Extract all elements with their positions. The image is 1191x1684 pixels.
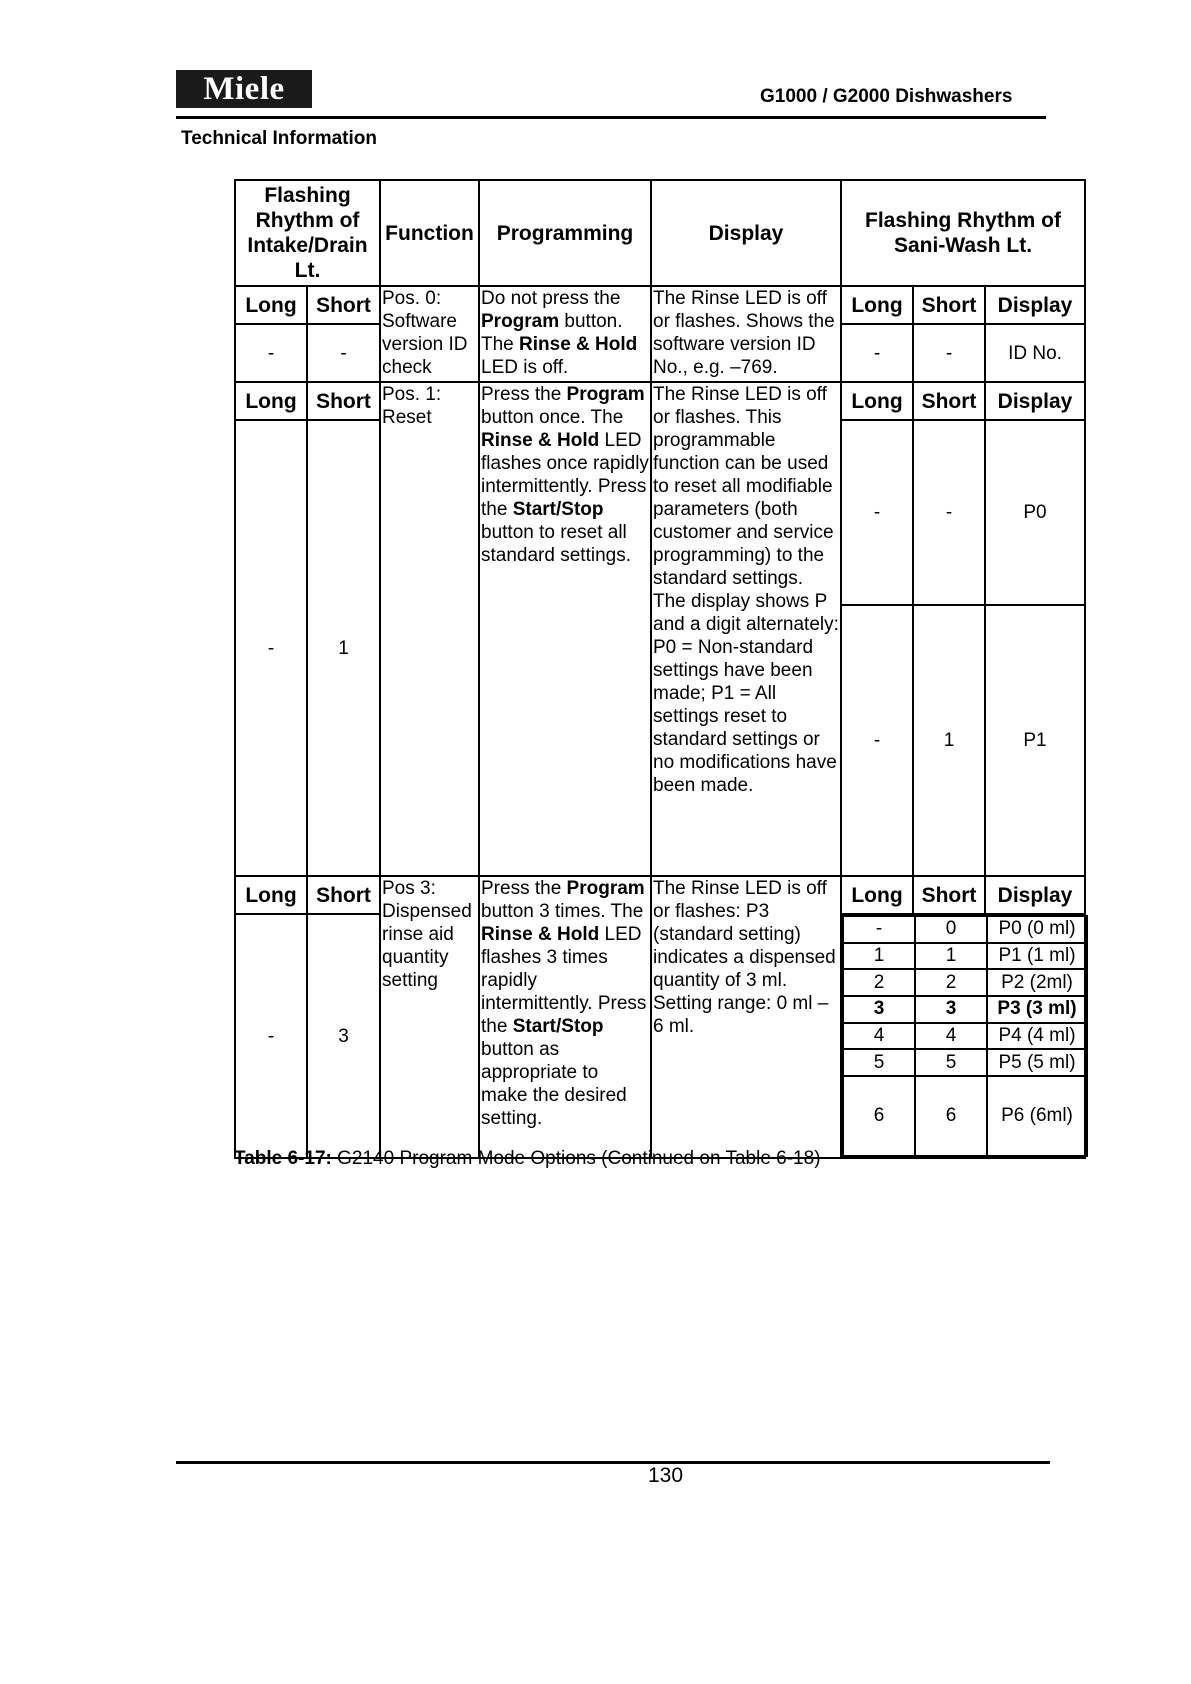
- setting-display: P3 (3 ml): [987, 996, 1087, 1023]
- setting-display: P4 (4 ml): [987, 1023, 1087, 1050]
- setting-row: [843, 943, 1087, 970]
- sub-short: Short: [307, 876, 380, 914]
- display-cell: The Rinse LED is off or flashes. This programmable function can be used to reset all modifiable parameters (both customer and service programming) to the standard settings. The display shows P and a digit alternately: P0 = Non-standard settings have been made; P1 = All settings reset to standard settings or no modifications have been made.: [651, 382, 841, 876]
- button-name: Rinse & Hold: [481, 430, 600, 451]
- rinse-aid-settings: [841, 914, 1085, 1158]
- header-saniwash: Flashing Rhythm of Sani-Wash Lt.: [841, 180, 1085, 286]
- sub-short: Short: [307, 382, 380, 420]
- sani-display-value: P1: [985, 605, 1085, 876]
- sub-short: Short: [913, 286, 985, 324]
- sub-display: Display: [985, 382, 1085, 420]
- intake-short-value: 3: [307, 914, 380, 1158]
- programming-cell: [479, 382, 651, 876]
- setting-long: -: [843, 916, 915, 943]
- setting-long: 5: [843, 1049, 915, 1076]
- button-name: Start/Stop: [512, 499, 604, 520]
- programming-text: LED is off.: [481, 357, 569, 378]
- button-name: Rinse & Hold: [519, 334, 638, 355]
- sub-long: Long: [235, 876, 307, 914]
- button-name: Program: [481, 311, 560, 332]
- setting-row: [843, 1049, 1087, 1076]
- setting-long: 2: [843, 969, 915, 996]
- footer-rule: [176, 1461, 1050, 1464]
- setting-long: 6: [843, 1076, 915, 1156]
- display-cell: The Rinse LED is off or flashes: P3 (standard setting) indicates a dispensed quantity of 3 ml. Setting range: 0 ml – 6 ml.: [651, 876, 841, 1158]
- setting-long: 1: [843, 943, 915, 970]
- sub-long: Long: [841, 876, 913, 914]
- setting-display: P0 (0 ml): [987, 916, 1087, 943]
- setting-row: [843, 969, 1087, 996]
- button-name: Program: [566, 384, 645, 405]
- programming-text: Do not press the: [481, 288, 621, 309]
- setting-short: 3: [915, 996, 987, 1023]
- sub-short: Short: [307, 286, 380, 324]
- header-rule: [176, 116, 1046, 119]
- setting-short: 6: [915, 1076, 987, 1156]
- intake-long-value: -: [235, 420, 307, 876]
- setting-row: [843, 1023, 1087, 1050]
- header-intake-drain: Flashing Rhythm of Intake/Drain Lt.: [235, 180, 380, 286]
- programming-cell: [479, 286, 651, 382]
- programming-text: button once. The: [481, 407, 624, 428]
- button-name: Rinse & Hold: [481, 924, 600, 945]
- button-name: Program: [566, 878, 645, 899]
- sub-long: Long: [235, 286, 307, 324]
- programming-text: LED flashes 3 times rapidly intermittently. Press the: [481, 924, 647, 1037]
- rinse-aid-settings-table: [842, 915, 1088, 1157]
- table-caption: [234, 1148, 821, 1170]
- programming-text: button to reset all standard settings.: [481, 522, 631, 566]
- setting-short: 4: [915, 1023, 987, 1050]
- section-title: Technical Information: [181, 128, 378, 149]
- setting-row: [843, 996, 1087, 1023]
- sani-long-value: -: [841, 324, 913, 382]
- sub-short: Short: [913, 876, 985, 914]
- caption-label: Table 6-17:: [234, 1148, 332, 1169]
- sani-short-value: -: [913, 420, 985, 605]
- setting-display: P6 (6ml): [987, 1076, 1087, 1156]
- programming-text: button 3 times. The: [481, 901, 644, 922]
- programming-text: Press the: [481, 878, 567, 899]
- programming-cell: [479, 876, 651, 1158]
- setting-row: [843, 916, 1087, 943]
- setting-short: 2: [915, 969, 987, 996]
- programming-text: LED flashes once rapidly intermittently. Press the: [481, 430, 649, 520]
- document-title: G1000 / G2000 Dishwashers: [760, 86, 1013, 107]
- sub-long: Long: [235, 382, 307, 420]
- setting-short: 1: [915, 943, 987, 970]
- sani-short-value: 1: [913, 605, 985, 876]
- header-function: Function: [380, 180, 479, 286]
- miele-logo: Miele: [176, 70, 312, 108]
- setting-display: P5 (5 ml): [987, 1049, 1087, 1076]
- sub-short: Short: [913, 382, 985, 420]
- intake-long-value: -: [235, 324, 307, 382]
- sani-display-value: ID No.: [985, 324, 1085, 382]
- setting-long: 3: [843, 996, 915, 1023]
- sub-display: Display: [985, 286, 1085, 324]
- setting-row: [843, 1076, 1087, 1156]
- function-cell: Pos. 1: Reset: [380, 382, 479, 876]
- display-cell: The Rinse LED is off or flashes. Shows the software version ID No., e.g. –769.: [651, 286, 841, 382]
- sani-short-value: -: [913, 324, 985, 382]
- program-mode-table: [234, 179, 1086, 1159]
- programming-text: button. The: [481, 311, 623, 355]
- intake-short-value: -: [307, 324, 380, 382]
- caption-text: G2140 Program Mode Options (Continued on Table 6-18): [331, 1148, 821, 1169]
- button-name: Start/Stop: [512, 1016, 604, 1037]
- setting-short: 5: [915, 1049, 987, 1076]
- sani-display-value: P0: [985, 420, 1085, 605]
- programming-text: button as appropriate to make the desired setting.: [481, 1039, 627, 1129]
- page-number: 130: [648, 1464, 684, 1487]
- setting-long: 4: [843, 1023, 915, 1050]
- sani-long-value: -: [841, 605, 913, 876]
- function-cell: Pos 3: Dispensed rinse aid quantity setting: [380, 876, 479, 1158]
- sub-display: Display: [985, 876, 1085, 914]
- sani-long-value: -: [841, 420, 913, 605]
- function-cell: Pos. 0: Software version ID check: [380, 286, 479, 382]
- sub-long: Long: [841, 286, 913, 324]
- setting-short: 0: [915, 916, 987, 943]
- programming-text: Press the: [481, 384, 567, 405]
- header-display: Display: [651, 180, 841, 286]
- intake-short-value: 1: [307, 420, 380, 876]
- setting-display: P1 (1 ml): [987, 943, 1087, 970]
- intake-long-value: -: [235, 914, 307, 1158]
- setting-display: P2 (2ml): [987, 969, 1087, 996]
- sub-long: Long: [841, 382, 913, 420]
- header-programming: Programming: [479, 180, 651, 286]
